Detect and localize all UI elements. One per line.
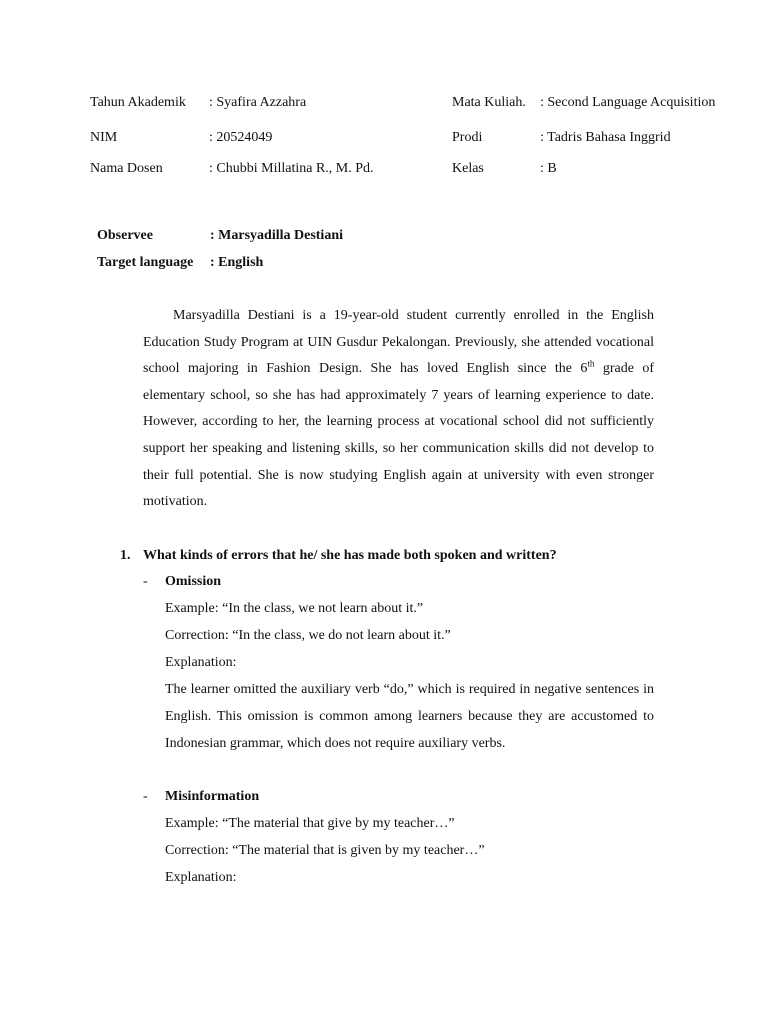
- label-tahun-akademik: Tahun Akademik: [90, 95, 186, 110]
- question-text: What kinds of errors that he/ she has made both spoken and written?: [143, 548, 557, 563]
- value-nim: : 20524049: [209, 130, 273, 145]
- ordinal-superscript: th: [587, 358, 595, 369]
- example-line: Example: “In the class, we not learn about it.”: [165, 601, 424, 616]
- value-prodi: : Tadris Bahasa Inggrid: [540, 130, 671, 145]
- observee-value: : Marsyadilla Destiani: [210, 228, 343, 243]
- label-nama-dosen: Nama Dosen: [90, 161, 163, 176]
- value-kelas: : B: [540, 161, 557, 176]
- correction-line: Correction: “In the class, we do not learn about it.”: [165, 628, 451, 643]
- header-row-nim: [0, 128, 768, 148]
- target-language-value: : English: [210, 255, 264, 270]
- section-title: Misinformation: [165, 789, 260, 804]
- label-kelas: Kelas: [452, 161, 484, 176]
- correction-line: Correction: “The material that is given by my teacher…”: [165, 843, 485, 858]
- header-row-lecturer: [0, 159, 768, 179]
- explanation-text: The learner omitted the auxiliary verb “do,” which is required in negative sentences in English. This omission is common among learners because they are accustomed to Indonesian grammar, which does not require auxiliary verbs.: [165, 682, 654, 751]
- intro-paragraph: [143, 303, 654, 516]
- example-line: Example: “The material that give by my teacher…”: [165, 816, 455, 831]
- intro-text-part2: grade of elementary school, so she has had approximately 7 years of learning experience to date. However, according to her, the learning process at vocational school did not sufficiently support her speaking and listening skills, so her communication skills did not develop to their full potential. She is now studying English again at university with even stronger motivation.: [143, 361, 654, 510]
- observee-label: Observee: [97, 228, 153, 243]
- target-language-label: Target language: [97, 255, 194, 270]
- label-prodi: Prodi: [452, 130, 483, 145]
- explanation-label: Explanation:: [165, 870, 237, 885]
- bullet-dash: -: [143, 789, 148, 804]
- observee-row: [0, 226, 768, 246]
- explanation-label: Explanation:: [165, 655, 237, 670]
- value-course: : Second Language Acquisition: [540, 95, 716, 110]
- question-number: 1.: [120, 548, 131, 563]
- header-row-academic-year: [0, 93, 768, 113]
- target-language-row: [0, 253, 768, 273]
- label-mata-kuliah: Mata Kuliah.: [452, 95, 526, 110]
- value-lecturer: : Chubbi Millatina R., M. Pd.: [209, 161, 374, 176]
- value-student-name: : Syafira Azzahra: [209, 95, 307, 110]
- intro-text-part1: Marsyadilla Destiani is a 19-year-old student currently enrolled in the English Education Study Program at UIN Gusdur Pekalongan. Previously, she attended vocational school majoring in Fashion Design. She has loved English since the 6: [143, 308, 654, 377]
- section-title: Omission: [165, 574, 222, 589]
- bullet-dash: -: [143, 574, 148, 589]
- label-nim: NIM: [90, 130, 118, 145]
